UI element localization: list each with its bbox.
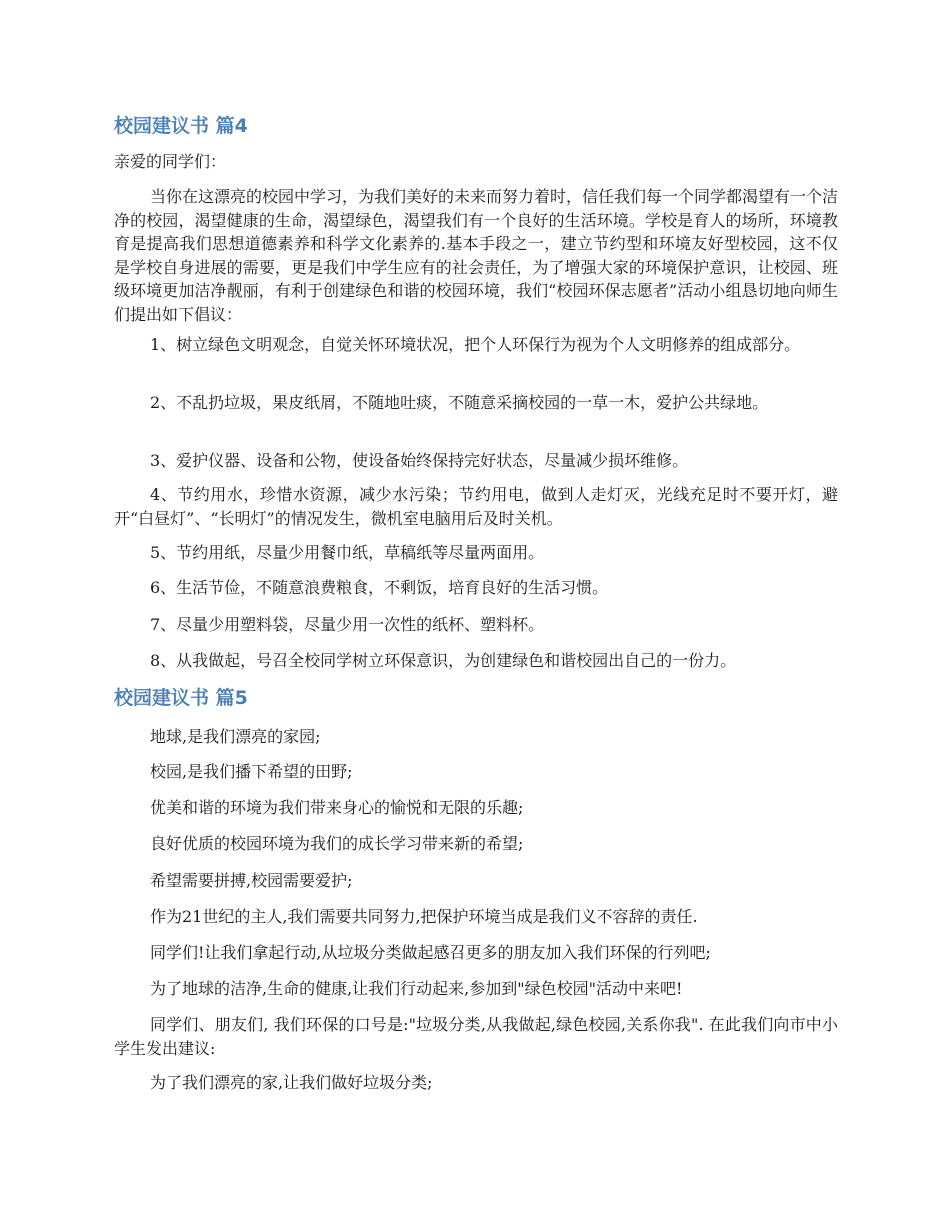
proposal-item-7: 7、尽量少用塑料袋，尽量少用一次性的纸杯、塑料杯。 xyxy=(150,615,545,634)
section-5-title: 校园建议书 篇5 xyxy=(114,687,248,709)
proposal-item-6: 6、生活节俭，不随意浪费粮食，不剩饭，培育良好的生活习惯。 xyxy=(150,578,609,597)
slogan-line-5: 希望需要拼搏,校园需要爱护; xyxy=(150,871,353,890)
proposal-item-8: 8、从我做起，号召全校同学树立环保意识，为创建绿色和谐校园出自己的一份力。 xyxy=(150,651,737,670)
intro-paragraph: 当你在这漂亮的校园中学习，为我们美好的未来而努力着时，信任我们每一个同学都渴望有一个洁净的校园，渴望健康的生命，渴望绿色，渴望我们有一个良好的生活环境。学校是育人的场所，环境教育是提高我们思想道德素养和科学文化素养的.基本手段之一，建立节约型和环境友好型校园，这不仅是学校自身进展的需要，更是我们中学生应有的社会责任，为了增强大家的环境保护意识，让校园、班级环境更加洁净靓丽，有利于创建绿色和谐的校园环境，我们“校园环保志愿者”活动小组恳切地向师生们提出如下倡议： xyxy=(114,187,839,324)
section-4-title: 校园建议书 篇4 xyxy=(114,115,248,137)
proposal-item-4: 4、节约用水，珍惜水资源，减少水污染；节约用电，做到人走灯灭，光线充足时不要开灯，避开“白昼灯”、“长明灯”的情况发生，微机室电脑用后及时关机。 xyxy=(114,485,838,528)
slogan-line-3: 优美和谐的环境为我们带来身心的愉悦和无限的乐趣; xyxy=(150,798,524,817)
proposal-item-5: 5、节约用纸，尽量少用餐巾纸，草稿纸等尽量两面用。 xyxy=(150,543,545,562)
slogan-line-9: 同学们、朋友们, 我们环保的口号是:"垃圾分类,从我做起,绿色校园,关系你我". 在此我们向市中小学生发出建议: xyxy=(114,1015,838,1058)
slogan-line-6: 作为21世纪的主人,我们需要共同努力,把保护环境当成是我们义不容辞的责任. xyxy=(150,907,698,926)
slogan-line-10: 为了我们漂亮的家,让我们做好垃圾分类; xyxy=(150,1073,433,1092)
slogan-line-8: 为了地球的洁净,生命的健康,让我们行动起来,参加到"绿色校园"活动中来吧! xyxy=(150,979,683,998)
greeting: 亲爱的同学们： xyxy=(114,152,227,171)
proposal-item-3: 3、爱护仪器、设备和公物，使设备始终保持完好状态，尽量减少损坏维修。 xyxy=(150,451,689,470)
slogan-line-4: 良好优质的校园环境为我们的成长学习带来新的希望; xyxy=(150,834,524,853)
slogan-line-7: 同学们!让我们拿起行动,从垃圾分类做起感召更多的朋友加入我们环保的行列吧; xyxy=(150,943,711,962)
proposal-item-2: 2、不乱扔垃圾，果皮纸屑，不随地吐痰，不随意采摘校园的一草一木，爱护公共绿地。 xyxy=(150,393,769,412)
slogan-line-2: 校园,是我们播下希望的田野; xyxy=(150,762,353,781)
proposal-item-1: 1、树立绿色文明观念，自觉关怀环境状况，把个人环保行为视为个人文明修养的组成部分。 xyxy=(150,335,801,354)
slogan-line-1: 地球,是我们漂亮的家园; xyxy=(150,727,321,746)
